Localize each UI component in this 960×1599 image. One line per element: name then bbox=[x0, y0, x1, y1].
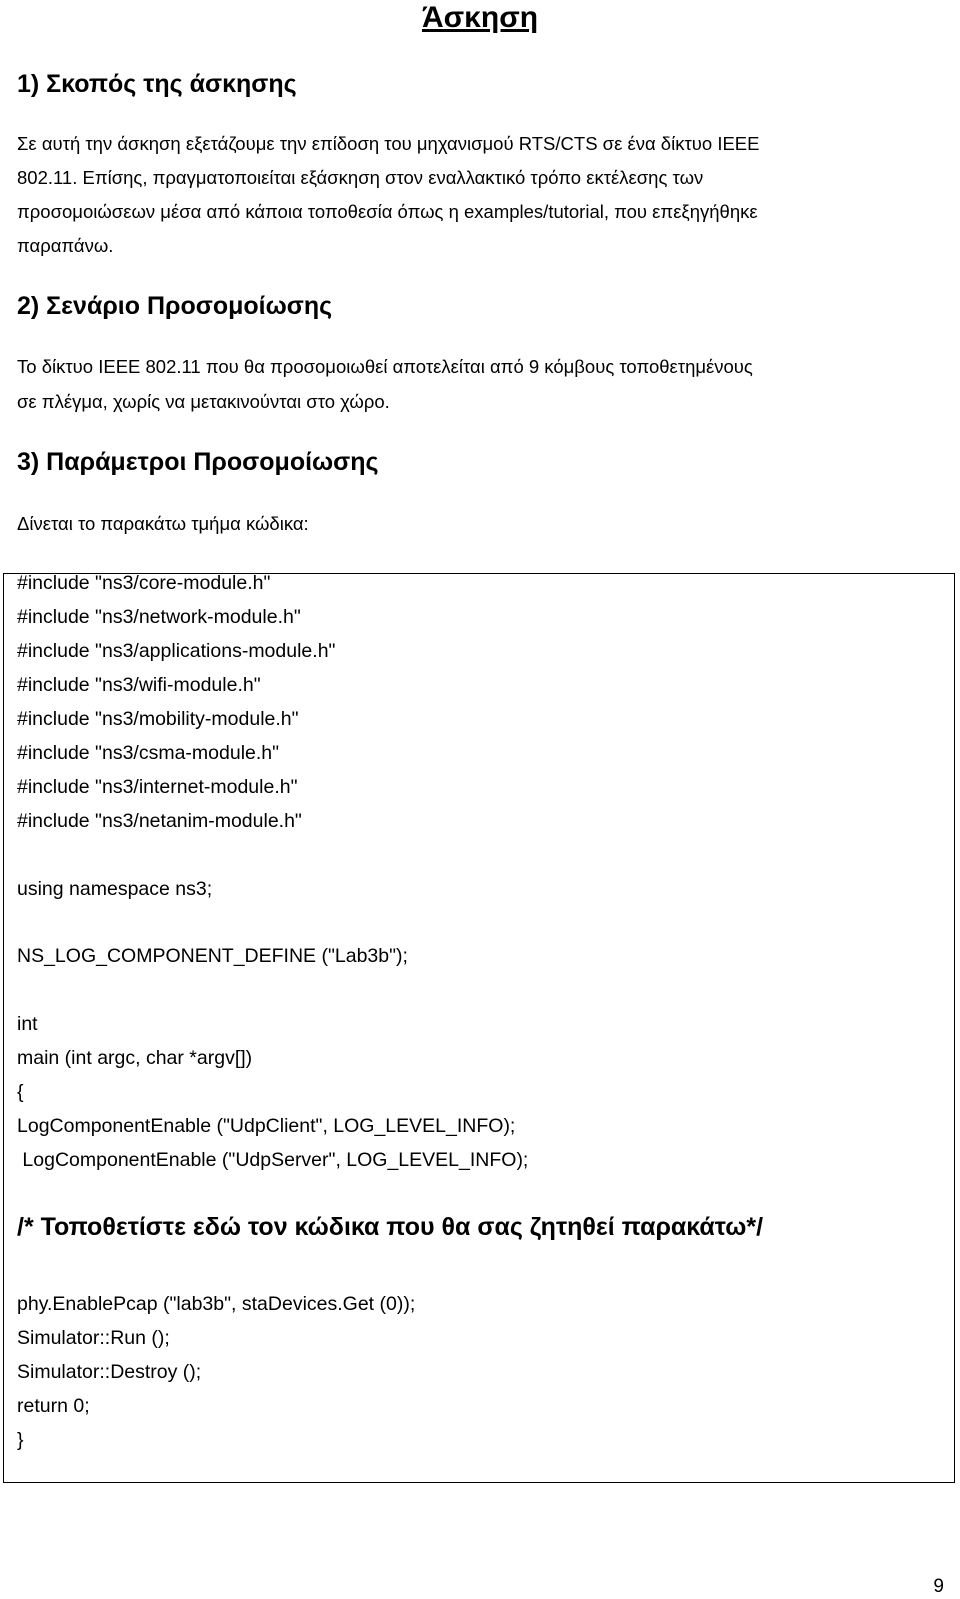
code-line-include: #include "ns3/csma-module.h" bbox=[17, 742, 280, 764]
document-title: Άσκηση bbox=[421, 1, 539, 34]
code-comment-placeholder: /* Τοποθετίστε εδώ τον κώδικα που θα σας ζητηθεί παρακάτω*/ bbox=[17, 1213, 764, 1241]
paragraph-line: παραπάνω. bbox=[17, 235, 114, 256]
code-line-namespace: using namespace ns3; bbox=[17, 878, 213, 900]
code-line-log-define: NS_LOG_COMPONENT_DEFINE ("Lab3b"); bbox=[17, 945, 408, 967]
section-heading-parameters: 3) Παράμετροι Προσομοίωσης bbox=[17, 448, 379, 476]
paragraph-line: Δίνεται το παρακάτω τμήμα κώδικα: bbox=[17, 513, 309, 534]
code-line-include: #include "ns3/internet-module.h" bbox=[17, 776, 298, 798]
code-line-main-signature: main (int argc, char *argv[]) bbox=[17, 1047, 253, 1069]
code-line-tail: return 0; bbox=[17, 1395, 90, 1417]
paragraph-line: Το δίκτυο IEEE 802.11 που θα προσομοιωθεί αποτελείται από 9 κόμβους τοποθετημένους bbox=[17, 356, 753, 377]
page-number: 9 bbox=[933, 1576, 944, 1597]
paragraph-line: 802.11. Επίσης, πραγματοποιείται εξάσκηση στον εναλλακτικό τρόπο εκτέλεσης των bbox=[17, 167, 704, 188]
code-line-include: #include "ns3/wifi-module.h" bbox=[17, 674, 261, 696]
code-line-include: #include "ns3/netanim-module.h" bbox=[17, 810, 302, 832]
code-line-close-brace: } bbox=[17, 1429, 24, 1451]
code-line-tail: phy.EnablePcap ("lab3b", staDevices.Get (0)); bbox=[17, 1293, 416, 1315]
code-line-open-brace: { bbox=[17, 1081, 24, 1103]
section-heading-scenario: 2) Σενάριο Προσομοίωσης bbox=[17, 292, 333, 320]
code-line-include: #include "ns3/mobility-module.h" bbox=[17, 708, 299, 730]
code-line-main-type: int bbox=[17, 1013, 38, 1035]
paragraph-line: Σε αυτή την άσκηση εξετάζουμε την επίδοση του μηχανισμού RTS/CTS σε ένα δίκτυο IEEE bbox=[17, 133, 760, 154]
code-line-include: #include "ns3/network-module.h" bbox=[17, 606, 301, 628]
code-line-tail: Simulator::Destroy (); bbox=[17, 1361, 202, 1383]
code-line-log-enable: LogComponentEnable ("UdpClient", LOG_LEVEL_INFO); bbox=[17, 1115, 516, 1137]
code-line-include: #include "ns3/applications-module.h" bbox=[17, 640, 336, 662]
code-line-include: #include "ns3/core-module.h" bbox=[17, 572, 271, 594]
code-line-tail: Simulator::Run (); bbox=[17, 1327, 170, 1349]
paragraph-line: προσομοιώσεων μέσα από κάποια τοποθεσία όπως η examples/tutorial, που επεξηγήθηκε bbox=[17, 201, 758, 222]
code-line-log-enable: LogComponentEnable ("UdpServer", LOG_LEVEL_INFO); bbox=[17, 1149, 529, 1171]
section-heading-purpose: 1) Σκοπός της άσκησης bbox=[17, 70, 297, 98]
code-listing bbox=[3, 573, 955, 1483]
paragraph-line: σε πλέγμα, χωρίς να μετακινούνται στο χώρο. bbox=[17, 391, 390, 412]
